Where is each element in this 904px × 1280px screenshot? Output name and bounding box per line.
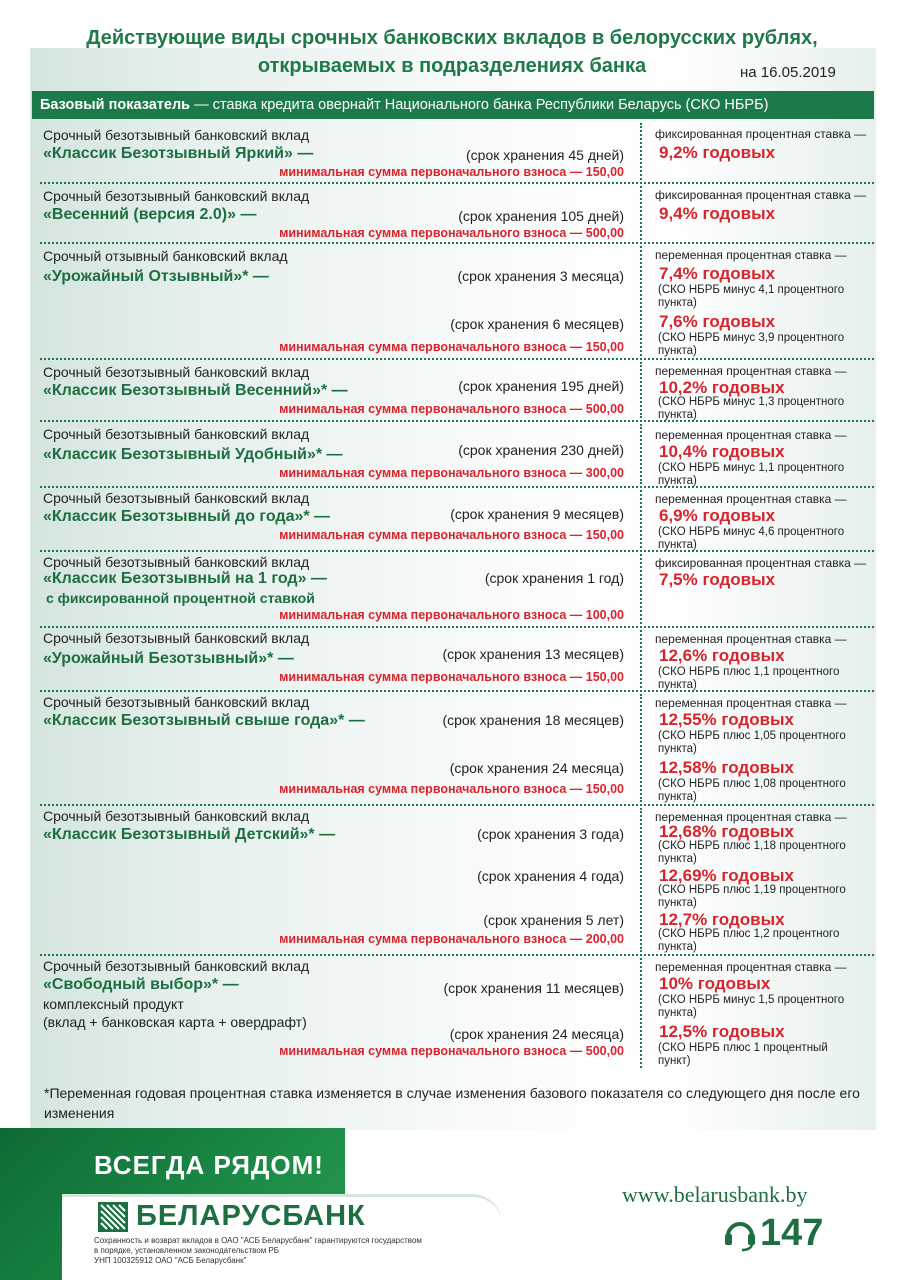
deposit-term: (срок хранения 4 года): [477, 868, 624, 884]
column-divider: [640, 958, 642, 1068]
deposit-term: (срок хранения 9 месяцев): [450, 506, 624, 522]
rate-value: 10% годовых: [659, 974, 771, 993]
rate-type: переменная процентная ставка —: [655, 364, 847, 378]
date-label: на 16.05.2019: [740, 64, 836, 81]
deposit-min-amount: минимальная сумма первоначального взноса — 100,00: [279, 608, 624, 622]
column-divider: [640, 246, 642, 356]
deposit-kind: Срочный безотзывный банковский вклад: [43, 958, 310, 974]
deposit-term: (срок хранения 105 дней): [458, 208, 624, 224]
deposit-term: (срок хранения 3 месяца): [457, 268, 624, 284]
rate-value: 6,9% годовых: [659, 506, 776, 525]
deposit-name: «Классик Безотзывный Удобный»* —: [43, 446, 343, 463]
deposit-name: «Свободный выбор»* —: [43, 976, 239, 993]
rate-note: (СКО НБРБ минус 3,9 процентного пункта): [658, 332, 845, 357]
deposit-term: (срок хранения 230 дней): [458, 442, 624, 458]
slogan: ВСЕГДА РЯДОМ!: [94, 1150, 324, 1180]
legal-line-1: Сохранность и возврат вкладов в ОАО "АСБ Беларусбанк" гарантируются государством: [94, 1236, 422, 1245]
deposit-row: [40, 806, 874, 956]
rate-value: 12,6% годовых: [659, 646, 785, 665]
column-divider: [640, 808, 642, 952]
rate-note: (СКО НБРБ минус 4,1 процентного пункта): [658, 284, 845, 309]
deposit-min-amount: минимальная сумма первоначального взноса — 150,00: [279, 340, 624, 354]
deposit-term: (срок хранения 5 лет): [483, 912, 624, 928]
rate-type: переменная процентная ставка —: [655, 810, 847, 824]
rate-value: 12,68% годовых: [659, 822, 794, 841]
rate-note: (СКО НБРБ плюс 1,08 процентного пункта): [658, 778, 846, 803]
deposit-kind: Срочный безотзывный банковский вклад: [43, 426, 310, 442]
deposit-term: (срок хранения 1 год): [484, 570, 624, 586]
phone-contact: [722, 1212, 823, 1255]
legal-line-3: УНП 100325912 ОАО "АСБ Беларусбанк": [94, 1256, 247, 1265]
bank-logo-icon: [98, 1202, 128, 1232]
deposit-min-amount: минимальная сумма первоначального взноса — 500,00: [279, 226, 624, 240]
deposit-row: [40, 422, 874, 488]
rate-value: 9,4% годовых: [659, 204, 776, 223]
deposit-term: (срок хранения 13 месяцев): [442, 646, 624, 662]
deposit-min-amount: минимальная сумма первоначального взноса — 150,00: [279, 782, 624, 796]
rate-value: 12,7% годовых: [659, 910, 785, 929]
rate-value: 9,2% годовых: [659, 143, 776, 162]
deposit-row: [40, 488, 874, 552]
deposit-name: «Классик Безотзывный до года»* —: [43, 508, 331, 525]
deposit-row: [40, 628, 874, 692]
rate-value: 12,5% годовых: [659, 1022, 785, 1041]
column-divider: [640, 362, 642, 418]
deposit-kind: Срочный безотзывный банковский вклад: [43, 808, 310, 824]
deposit-min-amount: минимальная сумма первоначального взноса — 500,00: [279, 1044, 624, 1058]
rate-note: (СКО НБРБ минус 1,1 процентного пункта): [658, 462, 845, 487]
deposit-kind: Срочный безотзывный банковский вклад: [43, 490, 310, 506]
deposit-name: «Классик Безотзывный на 1 год» —: [43, 570, 327, 587]
deposit-row: [40, 184, 874, 244]
deposit-name: «Классик Безотзывный Яркий» —: [43, 145, 314, 162]
rate-type: переменная процентная ставка —: [655, 632, 847, 646]
rate-type: переменная процентная ставка —: [655, 492, 847, 506]
rate-value: 12,69% годовых: [659, 866, 794, 885]
rate-value: 7,5% годовых: [659, 570, 776, 589]
deposit-term: (срок хранения 6 месяцев): [450, 316, 624, 332]
deposit-row: [40, 956, 874, 1070]
deposit-row: [40, 552, 874, 628]
rate-column: [655, 123, 875, 183]
deposit-row: [40, 244, 874, 360]
headset-icon: [722, 1216, 758, 1252]
column-divider: [640, 554, 642, 624]
deposit-min-amount: минимальная сумма первоначального взноса — 200,00: [279, 932, 624, 946]
rate-type: фиксированная процентная ставка —: [655, 188, 867, 202]
rate-type: фиксированная процентная ставка —: [655, 556, 867, 570]
rate-value: 10,4% годовых: [659, 442, 785, 461]
deposit-name: «Урожайный Безотзывный»* —: [43, 650, 294, 667]
deposit-name: «Урожайный Отзывный»* —: [43, 268, 269, 285]
deposit-subtitle: с фиксированной процентной ставкой: [46, 590, 315, 606]
deposit-name: «Классик Безотзывный свыше года»* —: [43, 712, 365, 729]
deposit-subtitle-detail: (вклад + банковская карта + овердрафт): [43, 1014, 307, 1030]
deposit-term: (срок хранения 11 месяцев): [443, 980, 624, 996]
rate-note: (СКО НБРБ плюс 1,2 процентного пункта): [658, 928, 840, 953]
rate-value: 7,6% годовых: [659, 312, 776, 331]
rate-note: (СКО НБРБ плюс 1,18 процентного пункта): [658, 840, 846, 865]
rate-type: переменная процентная ставка —: [655, 696, 847, 710]
deposit-kind: Срочный безотзывный банковский вклад: [43, 694, 310, 710]
deposit-term: (срок хранения 3 года): [477, 826, 624, 842]
rate-type: переменная процентная ставка —: [655, 960, 847, 974]
deposit-kind: Срочный безотзывный банковский вклад: [43, 127, 310, 143]
deposit-kind: Срочный отзывный банковский вклад: [43, 248, 288, 264]
deposit-name: «Классик Безотзывный Весенний»* —: [43, 382, 348, 399]
deposit-row: [40, 692, 874, 806]
deposit-name: «Классик Безотзывный Детский»* —: [43, 826, 336, 843]
deposit-row: [40, 360, 874, 422]
rate-value: 10,2% годовых: [659, 378, 785, 397]
rate-type: фиксированная процентная ставка —: [655, 127, 867, 141]
base-indicator-text: — ставка кредита овернайт Национального банка Республики Беларусь (СКО НБРБ): [190, 97, 769, 113]
deposit-term: (срок хранения 24 месяца): [449, 760, 624, 776]
deposit-term: (срок хранения 195 дней): [458, 378, 624, 394]
rate-note: (СКО НБРБ минус 1,3 процентного пункта): [658, 396, 845, 421]
deposit-subtitle: комплексный продукт: [43, 996, 184, 1012]
column-divider: [640, 694, 642, 802]
deposit-min-amount: минимальная сумма первоначального взноса — 150,00: [279, 165, 624, 179]
rate-note: (СКО НБРБ минус 4,6 процентного пункта): [658, 526, 845, 551]
deposit-min-amount: минимальная сумма первоначального взноса — 500,00: [279, 402, 624, 416]
rate-value: 12,58% годовых: [659, 758, 794, 777]
brand-logo: [98, 1200, 366, 1233]
title-line-1: Действующие виды срочных банковских вкладов в белорусских рублях,: [86, 27, 818, 49]
deposit-term: (срок хранения 24 месяца): [449, 1026, 624, 1042]
footnote: *Переменная годовая процентная ставка изменяется в случае изменения базового показателя со следующего дня после его изменения: [44, 1085, 860, 1121]
rate-note: (СКО НБРБ плюс 1 процентный пункт): [658, 1042, 828, 1067]
rate-note: (СКО НБРБ плюс 1,05 процентного пункта): [658, 730, 846, 755]
deposit-name: «Весенний (версия 2.0)» —: [43, 206, 257, 223]
deposit-term: (срок хранения 18 месяцев): [442, 712, 624, 728]
title-line-2: открываемых в подразделениях банка: [257, 55, 647, 77]
deposit-kind: Срочный безотзывный банковский вклад: [43, 188, 310, 204]
website-link[interactable]: www.belarusbank.by: [622, 1182, 808, 1207]
deposit-term: (срок хранения 45 дней): [466, 147, 624, 163]
rate-value: 12,55% годовых: [659, 710, 794, 729]
column-divider: [640, 424, 642, 484]
rate-note: (СКО НБРБ плюс 1,19 процентного пункта): [658, 884, 846, 909]
column-divider: [640, 630, 642, 688]
rate-note: (СКО НБРБ минус 1,5 процентного пункта): [658, 994, 845, 1019]
rate-value: 7,4% годовых: [659, 264, 776, 283]
rate-type: переменная процентная ставка —: [655, 248, 847, 262]
column-divider: [640, 490, 642, 548]
deposit-list: [40, 121, 874, 1070]
deposit-kind: Срочный безотзывный банковский вклад: [43, 554, 310, 570]
base-indicator-label: Базовый показатель: [40, 97, 191, 113]
brand-name: БЕЛАРУСБАНК: [136, 1200, 366, 1232]
rate-type: переменная процентная ставка —: [655, 428, 847, 442]
legal-line-2: в порядке, установленном законодательством РБ: [94, 1246, 280, 1255]
column-divider: [640, 123, 642, 180]
phone-number[interactable]: 147: [760, 1212, 824, 1254]
deposit-min-amount: минимальная сумма первоначального взноса — 150,00: [279, 528, 624, 542]
deposit-row: [40, 121, 874, 184]
rate-note: (СКО НБРБ плюс 1,1 процентного пункта): [658, 666, 840, 691]
column-divider: [640, 186, 642, 240]
deposit-min-amount: минимальная сумма первоначального взноса — 150,00: [279, 670, 624, 684]
base-indicator-bar: [32, 91, 874, 119]
deposit-min-amount: минимальная сумма первоначального взноса — 300,00: [279, 466, 624, 480]
legal-text: [94, 1236, 484, 1266]
deposit-kind: Срочный безотзывный банковский вклад: [43, 364, 310, 380]
deposit-kind: Срочный безотзывный банковский вклад: [43, 630, 310, 646]
